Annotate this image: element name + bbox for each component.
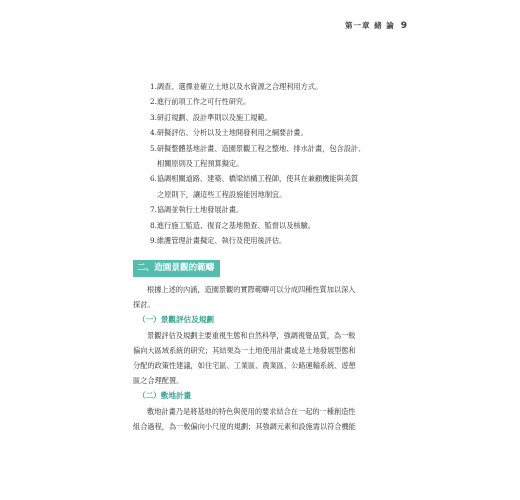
list-item-text: 1.調查、選擇並確立土地以及水資源之合理利用方式。 (150, 82, 323, 91)
list-item-text: 5.研擬整體基地計畫、造園景觀工程之整地、排水計畫，包含設計、 (150, 143, 366, 153)
list-item (150, 218, 410, 233)
list-item-continuation: 之原則下，讓這些工程設施能因地制宜。 (157, 189, 287, 199)
paragraph-line: 偏向大區域系統的研究；其結果為一土地使用計畫或是土地發展型態和 (133, 345, 356, 355)
paragraph-line: 探討。 (133, 300, 155, 310)
list-item (150, 202, 410, 217)
subsection-heading: （二）敷地計畫 (138, 391, 192, 401)
body-text (133, 282, 391, 434)
list-item-text: 8.進行施工監造、復育之基地勘查、監督以及核驗。 (150, 220, 315, 230)
paragraph-line: 景觀評估及規劃主要重視生態和自然科學，強調視覺品質，為一較 (147, 330, 356, 340)
list-item (150, 94, 410, 109)
list-item-text: 3.研訂規劃、設計準則以及施工規範。 (150, 112, 272, 122)
paragraph-line: 組合過程，為一較偏向小尺度的規劃；其強調元素和設施需以符合機能 (133, 421, 356, 431)
page-number: 9 (400, 21, 408, 31)
subsection-heading: （一）景觀評估及規劃 (138, 315, 214, 325)
list-item (150, 110, 410, 125)
list-item (150, 141, 410, 172)
paragraph-line: 區之合理配置。 (133, 376, 184, 386)
list-item-continuation: 相關原則及工程預算擬定。 (157, 159, 244, 169)
section-heading: 二、造園景觀的範疇 (133, 260, 220, 277)
paragraph-line: 分配的政策性建議，如住宅區、工業區、農業區、公路運輸系統、遊憩 (133, 361, 356, 371)
list-item-text: 4.研擬評估、分析以及土地開發利用之綱要計畫。 (150, 128, 308, 138)
list-item (150, 171, 410, 202)
intro-paragraph (133, 282, 391, 312)
paragraph-line: 敷地計畫乃是將基地的特色與使用的要求結合在一起的一種創造性 (147, 406, 356, 416)
list-item (150, 125, 410, 140)
running-header (345, 20, 408, 31)
list-item-text: 9.維護管理計畫擬定、執行及使用後評估。 (150, 236, 287, 246)
paragraph-line: 根據上述的內涵，造園景觀的實際範疇可以分成四種性質加以深入 (147, 285, 356, 294)
list-item-text: 2.進行前項工作之可行性研究。 (150, 97, 251, 107)
list-item (150, 79, 410, 94)
list-item-text: 7.協調並執行土地發展計畫。 (150, 205, 244, 215)
subsection-paragraph (133, 404, 391, 434)
list-item (150, 233, 410, 248)
subsection-paragraph (133, 328, 391, 389)
list-item-text: 6.協調相關道路、建築、橋梁結構工程師，使其在兼顧機能與美質 (150, 174, 359, 184)
chapter-title: 第一章 緒 論 (345, 21, 395, 30)
numbered-list (150, 79, 410, 248)
